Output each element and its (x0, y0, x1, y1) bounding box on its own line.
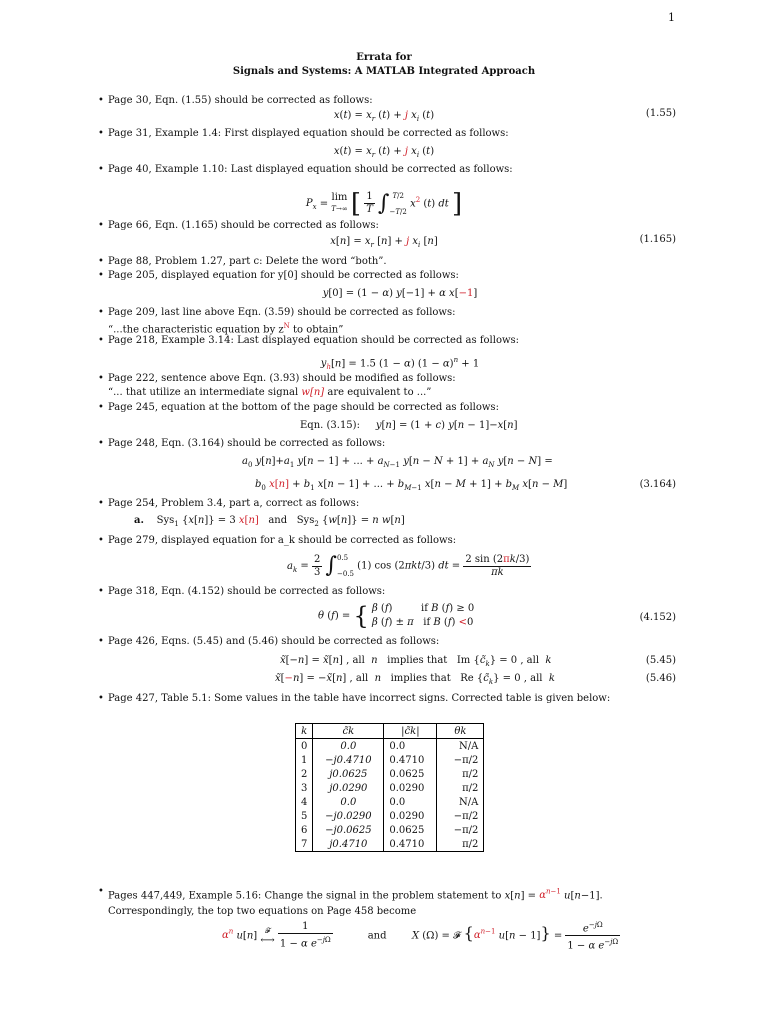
table-cell: 0.0625 (384, 767, 437, 781)
equation-power: $P_x = \lim$ T→∞ [ $\frac{1}{T}$ ∫ 𝑇/2 −𝑇/2 $x^2$ (t) dt ] (305, 188, 463, 219)
table-cell: 1 (296, 753, 313, 767)
table-cell: j0.0290 (313, 781, 384, 795)
title-line-2: Signals and Systems: A MATLAB Integrated Approach (232, 66, 536, 77)
equation: $y_h[n] = 1.5$ (1 − α) $(1 - \alpha)^n + 1$ (320, 356, 480, 372)
equation-3-15: Eqn. (3.15): y[n] = (1 + c) y[n − 1]−x[n] (300, 420, 518, 431)
table-cell: −π/2 (437, 809, 484, 823)
table-row (296, 767, 484, 781)
erratum-item: • Page 66, Eqn. (1.165) should be corrected as follows: (98, 220, 379, 231)
table-cell: N/A (437, 739, 484, 754)
table-cell: π/2 (437, 767, 484, 781)
table-cell: j0.4710 (313, 837, 384, 852)
title-line-1: Errata for (356, 52, 412, 63)
table-cell: 0.0 (384, 795, 437, 809)
table-cell: 7 (296, 837, 313, 852)
table-cell: −π/2 (437, 823, 484, 837)
erratum-item: • Page 218, Example 3.14: Last displayed equation should be corrected as follows: (98, 335, 520, 346)
equation-3-164-line2: $b_0$ $x[n] + b_1$ x[n − 1] + ... + $b_{M-1}$ $x[n - M + 1] + b_M$ x[n − M] (255, 479, 568, 492)
erratum-item: • Page 205, displayed equation for y[0] should be corrected as follows: (98, 270, 459, 281)
table-cell: 3 (296, 781, 313, 795)
erratum-item: • Page 30, Eqn. (1.55) should be corrected as follows: (98, 95, 373, 106)
erratum-item: • Page 31, Example 1.4: First displayed equation should be corrected as follows: (98, 128, 509, 139)
erratum-item: • Page 245, equation at the bottom of the page should be corrected as follows: (98, 402, 499, 413)
table-cell: 0.0 (313, 739, 384, 754)
erratum-item: • Page 254, Problem 3.4, part a, correct as follows: (98, 498, 360, 509)
table-row (296, 809, 484, 823)
erratum-item: • Page 88, Problem 1.27, part c: Delete the word “both”. (98, 256, 387, 267)
table-header: θk (437, 724, 484, 739)
erratum-item: • Page 279, displayed equation for a_k should be corrected as follows: (98, 535, 457, 546)
table-row (296, 823, 484, 837)
table-cell: 0 (296, 739, 313, 754)
table-cell: −π/2 (437, 753, 484, 767)
coefficient-table (295, 723, 484, 852)
equation: y[0] = (1 − α) y[−1] + α x[−1] (322, 288, 478, 299)
erratum-item: • Pages 447,449, Example 5.16: Change the signal in the problem statement to $x[n] = \alpha^{n-1}$ u[n−1]. Correspondingly, the top two equations on Page 458 become (98, 886, 603, 918)
equation-number: (1.165) (639, 234, 676, 245)
table-header: c̃k (313, 724, 384, 739)
table-row (296, 753, 484, 767)
table-cell: −j0.0290 (313, 809, 384, 823)
erratum-item: • Page 209, last line above Eqn. (3.59) should be corrected as follows: (98, 307, 456, 318)
table-cell: 0.0625 (384, 823, 437, 837)
table-cell: j0.0625 (313, 767, 384, 781)
equation-4-152: θ (f) = { β (f) if B (f) ≥ 0 β (f) ± π if B (f) <0 (318, 602, 475, 630)
table-row (296, 781, 484, 795)
table-cell: 0.0 (313, 795, 384, 809)
table-cell: 4 (296, 795, 313, 809)
equation: $x(t) = x_r$ (t) + j $x_i$ (t) (333, 146, 435, 159)
table-row (296, 795, 484, 809)
table-row (296, 837, 484, 852)
table-header: |c̃k| (384, 724, 437, 739)
equation-ak: $a_k$ = $\frac{2}{3}$ ∫0.5 −0.5 (1) cos (2πkt/3) dt = $\frac{2 \sin (2\pi k/3)}{\pi k}$ (287, 553, 530, 578)
equation-number: (1.55) (645, 108, 676, 119)
table-cell: −j0.0625 (313, 823, 384, 837)
equation-1-55: $x(t) = x_r$ (t) + j $x_i$ (t) (333, 110, 435, 123)
equation-5-46: x̃[−n] = −x̃[n] , all n implies that Re $\{c̃_k\} = 0$ , all k (275, 673, 555, 686)
table-cell: −j0.4710 (313, 753, 384, 767)
table-row (296, 739, 484, 754)
quote-3-93: “... that utilize an intermediate signal w[n] are equivalent to ...” (108, 387, 432, 398)
erratum-item: • Page 248, Eqn. (3.164) should be corrected as follows: (98, 438, 386, 449)
equation-1-165: $x[n] = x_r$ [n] + j $x_i$ [n] (330, 236, 438, 249)
table-cell: 6 (296, 823, 313, 837)
page-number: 1 (668, 11, 675, 24)
equation-number: (4.152) (639, 612, 676, 623)
equation-number: (3.164) (639, 479, 676, 490)
table-cell: 0.0290 (384, 809, 437, 823)
table-cell: 0.0290 (384, 781, 437, 795)
table-cell: N/A (437, 795, 484, 809)
table-header: k (296, 724, 313, 739)
quote-3-59: “...the characteristic equation by $z^N$ to obtain” (108, 322, 344, 336)
equation-3-164-line1: $a_0$ $y[n]+a_1$ y[n − 1] + ... + $a_{N-1}$ $y[n - N + 1] + a_N$ y[n − N] = (242, 456, 553, 469)
table-cell: 2 (296, 767, 313, 781)
equation-5-45: x̃[−n] = x̃[n] , all n implies that Im $\{c̃_k\} = 0$ , all k (280, 655, 552, 668)
table-cell: 0.4710 (384, 753, 437, 767)
table-cell: 5 (296, 809, 313, 823)
table-cell: π/2 (437, 837, 484, 852)
table-cell: π/2 (437, 781, 484, 795)
table-cell: 0.4710 (384, 837, 437, 852)
equation-number: (5.46) (645, 673, 676, 684)
equation-number: (5.45) (645, 655, 676, 666)
erratum-item: • Page 40, Example 1.10: Last displayed equation should be corrected as follows: (98, 164, 513, 175)
equation-final: $\alpha^n$ u[n] 𝓕 ⟷ $\frac{1}{1 - \alpha e^{-j\Omega}}$ and X (Ω) = 𝓕 {$\alpha^{n-1}$ u[n − 1]} = $\frac{e^{-j\Omega}}{1 - \alpha e^{-j\Omega}}$ (222, 921, 619, 952)
erratum-item: • Page 222, sentence above Eqn. (3.93) should be modified as follows: (98, 373, 456, 384)
part-a: a. Sys$_1$ {x[n]} = 3 x[n] and Sys$_2$ {w[n]} = n w[n] (134, 515, 405, 528)
table-cell: 0.0 (384, 739, 437, 754)
erratum-item: • Page 318, Eqn. (4.152) should be corrected as follows: (98, 586, 386, 597)
erratum-item: • Page 427, Table 5.1: Some values in the table have incorrect signs. Corrected table is given below: (98, 693, 611, 704)
erratum-item: • Page 426, Eqns. (5.45) and (5.46) should be corrected as follows: (98, 636, 440, 647)
